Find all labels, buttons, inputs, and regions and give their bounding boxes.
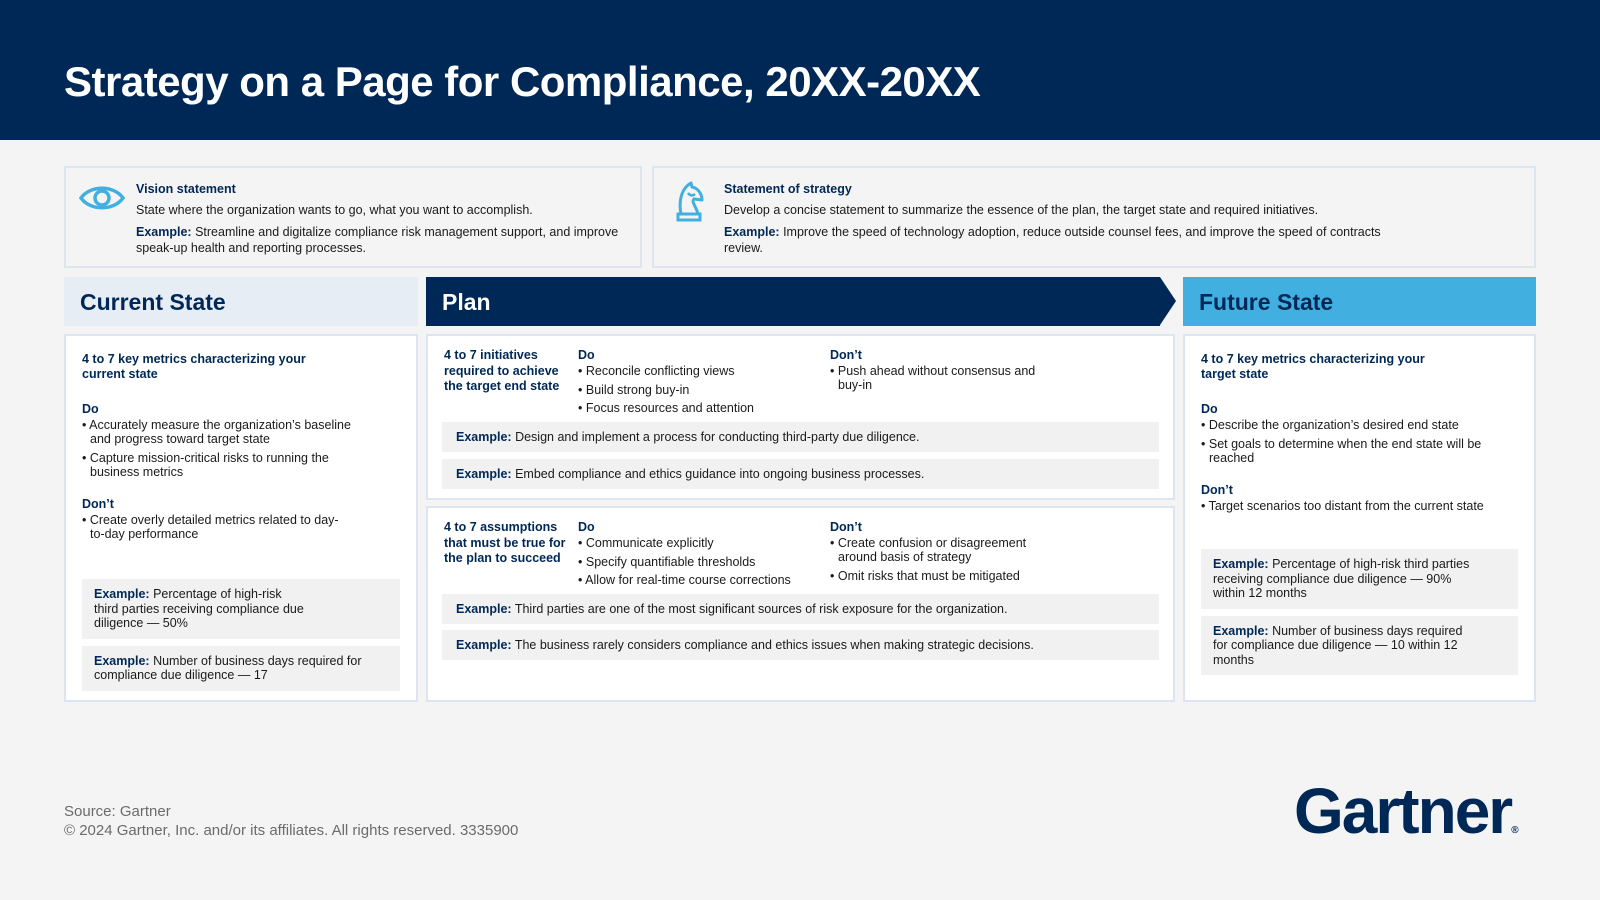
- plan-arrow-icon: [1160, 277, 1176, 325]
- list-item: • Focus resources and attention: [578, 401, 828, 415]
- example-label: Example:: [1213, 557, 1269, 571]
- strategy-statement-card: [652, 166, 1536, 268]
- list-item: • Describe the organization’s desired end state: [1201, 418, 1516, 432]
- list-item: • Create overly detailed metrics related to day-to-day performance: [82, 513, 342, 541]
- logo-text: Gartner: [1294, 775, 1512, 847]
- vision-statement-card: [64, 166, 642, 268]
- list-item: • Communicate explicitly: [578, 536, 828, 550]
- gartner-logo: [1294, 774, 1519, 848]
- example-label: Example:: [456, 467, 512, 481]
- plan-assumptions-panel: [426, 506, 1175, 702]
- future-state-heading: Future State: [1183, 277, 1536, 326]
- example-label: Example:: [456, 602, 512, 616]
- list-item: • Accurately measure the organization’s baseline and progress toward target state: [82, 418, 372, 446]
- current-state-panel: [64, 334, 418, 702]
- strategy-text: Develop a concise statement to summarize the essence of the plan, the target state and required initiatives.: [724, 203, 1319, 217]
- current-do-list: [82, 418, 372, 479]
- example-text: Third parties are one of the most significant sources of risk exposure for the organization.: [511, 602, 1008, 616]
- strategy-title: Statement of strategy: [724, 182, 852, 196]
- footer: [64, 802, 518, 840]
- current-example-1: [82, 579, 400, 639]
- example-label: Example:: [94, 587, 150, 601]
- header-banner: [0, 0, 1600, 140]
- chess-knight-icon: [670, 180, 710, 231]
- list-item: • Set goals to determine when the end state will be reached: [1201, 437, 1516, 465]
- example-label: Example:: [136, 225, 192, 239]
- eye-icon: [78, 182, 126, 219]
- future-dont-label: Don’t: [1201, 483, 1233, 497]
- future-example-1: [1201, 549, 1518, 609]
- current-dont-list: [82, 513, 342, 541]
- example-text: Embed compliance and ethics guidance into ongoing business processes.: [511, 467, 925, 481]
- initiatives-do-list: [578, 364, 828, 415]
- page-title: Strategy on a Page for Compliance, 20XX-20XX: [64, 58, 981, 105]
- assumptions-example-2: [442, 630, 1159, 660]
- vision-text: State where the organization wants to go, what you want to accomplish.: [136, 203, 533, 217]
- list-item: • Push ahead without consensus and buy-in: [830, 364, 1055, 392]
- current-state-heading: Current State: [64, 277, 418, 326]
- assumptions-dont-label: Don’t: [830, 520, 862, 534]
- list-item: • Target scenarios too distant from the current state: [1201, 499, 1521, 513]
- current-do-label: Do: [82, 402, 99, 416]
- initiatives-lead: 4 to 7 initiatives required to achieve the target end state: [444, 348, 560, 393]
- example-text: The business rarely considers compliance and ethics issues when making strategic decisions.: [511, 638, 1034, 652]
- list-item: • Create confusion or disagreement around basis of strategy: [830, 536, 1055, 564]
- assumptions-lead: 4 to 7 assumptions that must be true for the plan to succeed: [444, 520, 566, 565]
- copyright-text: © 2024 Gartner, Inc. and/or its affiliates. All rights reserved. 3335900: [64, 822, 519, 839]
- plan-initiatives-panel: [426, 334, 1175, 500]
- vision-example: [136, 224, 620, 256]
- initiatives-do-label: Do: [578, 348, 595, 362]
- list-item: • Omit risks that must be mitigated: [830, 569, 1055, 583]
- future-do-list: [1201, 418, 1516, 465]
- assumptions-example-1: [442, 594, 1159, 624]
- assumptions-do-list: [578, 536, 828, 587]
- current-metric-title: 4 to 7 key metrics characterizing your current state: [82, 352, 306, 381]
- example-text: Design and implement a process for conducting third-party due diligence.: [511, 430, 920, 444]
- assumptions-do-label: Do: [578, 520, 595, 534]
- example-label: Example:: [1213, 623, 1269, 638]
- example-text: Percentage of high-risk third parties receiving compliance due diligence — 90% within 12 months: [1213, 557, 1470, 600]
- list-item: • Allow for real-time course corrections: [578, 573, 828, 587]
- future-state-panel: [1183, 334, 1536, 702]
- example-text: Percentage of high-risk third parties receiving compliance due diligence — 50%: [94, 587, 304, 630]
- example-text: Improve the speed of technology adoption, reduce outside counsel fees, and improve the speed of contracts review.: [724, 225, 1381, 255]
- current-example-2: [82, 646, 400, 691]
- future-dont-list: [1201, 499, 1521, 513]
- initiatives-dont-label: Don’t: [830, 348, 862, 362]
- list-item: • Capture mission-critical risks to running the business metrics: [82, 451, 372, 479]
- example-text: Number of business days required for compliance due diligence — 17: [94, 653, 362, 682]
- source-text: Source: Gartner: [64, 803, 171, 820]
- example-label: Example:: [456, 430, 512, 444]
- example-text: Number of business days required for compliance due diligence — 10 within 12 months: [1213, 623, 1463, 667]
- example-label: Example:: [724, 225, 780, 239]
- future-metric-title: 4 to 7 key metrics characterizing your target state: [1201, 352, 1425, 381]
- example-label: Example:: [456, 638, 512, 652]
- initiatives-dont-list: [830, 364, 1055, 392]
- assumptions-dont-list: [830, 536, 1055, 583]
- strategy-example: [724, 224, 1384, 256]
- initiatives-example-2: [442, 459, 1159, 489]
- initiatives-example-1: [442, 422, 1159, 452]
- current-dont-label: Don’t: [82, 497, 114, 511]
- list-item: • Reconcile conflicting views: [578, 364, 828, 378]
- plan-heading: Plan: [426, 277, 1160, 326]
- list-item: • Build strong buy-in: [578, 383, 828, 397]
- registered-mark: ®: [1511, 825, 1519, 836]
- list-item: • Specify quantifiable thresholds: [578, 555, 828, 569]
- example-text: Streamline and digitalize compliance risk management support, and improve speak-up health and reporting processes.: [136, 225, 619, 255]
- vision-title: Vision statement: [136, 182, 236, 196]
- future-do-label: Do: [1201, 402, 1218, 416]
- future-example-2: [1201, 616, 1518, 676]
- example-label: Example:: [94, 653, 150, 668]
